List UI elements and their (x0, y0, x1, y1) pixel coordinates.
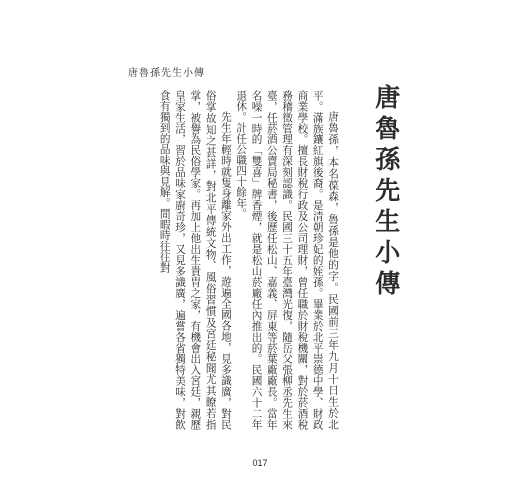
paragraph-1: 唐魯孫，本名葆森，魯孫是他的字。民國前三年九月十日生於北平。滿族鑲紅旗後裔。是清朝珍妃的姪孫。畢業於北平崇德中學、財政商業學校。擅長財稅行政及公司理財，曾任職於財稅機關，對於菸酒稅務稽徵管理有深刻認識。民國三十五年臺灣光復，隨岳父張柳丞先生來臺，任菸酒公賣局秘書，後歷任松山、嘉義、屏東等菸葉廠廠長。當年名噪一時的「雙喜」牌香煙，就是松山菸廠任內推出的。民國六十二年退休。計任公職四十餘年。 (235, 90, 339, 430)
running-head: 唐魯孫先生小傳 (128, 68, 205, 79)
page-number: 017 (252, 458, 268, 468)
body-text (125, 90, 340, 430)
paragraph-2: 先生年輕時就隻身離家外出工作，遊遍全國各地，見多識廣，對民俗掌故知之甚詳，對北平傳統文物、風俗習慣及宮廷秘聞尤其瞭若指掌，被譽為民俗學家。再加上他出生貴胄之家，有機會出入宮廷，親歷皇家生活，習於品味家廚奇珍，又見多識廣，遍嘗各省獨特美味，對飲食有獨到的品味與見解。閒暇時往往對 (158, 90, 232, 430)
page-title: 唐魯孫先生小傳 (371, 84, 401, 301)
